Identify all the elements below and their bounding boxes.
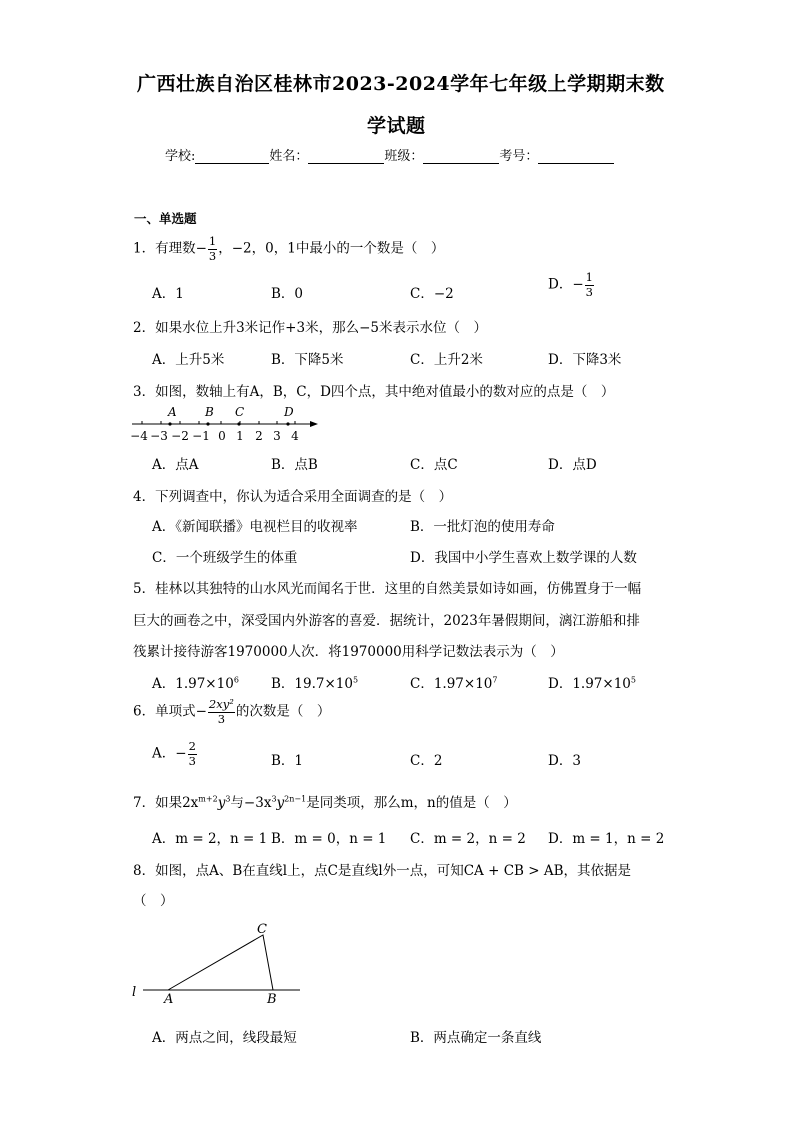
q8-option-a[interactable]: A．两点之间，线段最短 [152, 1030, 297, 1046]
q6-option-d[interactable]: D．3 [548, 753, 581, 769]
tick-label: −4 [130, 429, 148, 443]
q7-option-a[interactable]: A．m = 2，n = 1 [152, 831, 268, 847]
question-4: 4．下列调查中，你认为适合采用全面调查的是（ ） [133, 489, 453, 505]
q1-d-num: 1 [585, 270, 593, 284]
school-field[interactable] [195, 149, 269, 164]
q6-prefix: 6．单项式− [133, 703, 207, 720]
q4-option-c[interactable]: C．一个班级学生的体重 [152, 550, 298, 566]
point-label-b: B [205, 405, 214, 419]
question-2: 2．如果水位上升3米记作+3米，那么−5米表示水位（ ） [133, 320, 487, 336]
number-line-figure [128, 402, 323, 444]
school-label: 学校: [165, 149, 196, 164]
q1-neg: − [195, 240, 207, 257]
q7-text: 7．如果2x [133, 795, 199, 811]
question-5-line3: 筏累计接待游客1970000人次．将1970000用科学记数法表示为（ ） [133, 644, 564, 660]
id-label: 考号： [499, 149, 539, 164]
id-field[interactable] [538, 149, 614, 164]
tick-label: 4 [291, 429, 299, 443]
q6-option-b[interactable]: B．1 [271, 753, 304, 769]
label-a: A [164, 992, 174, 1007]
tick-label: 0 [218, 429, 226, 443]
tick-label: −1 [192, 429, 210, 443]
label-b: B [267, 992, 277, 1007]
q1-option-c[interactable]: C．−2 [410, 286, 454, 302]
section-heading: 一、单选题 [134, 211, 197, 226]
tick-label: 2 [255, 429, 263, 443]
question-8-line2: （ ） [133, 893, 174, 909]
q7-y1: y [217, 795, 226, 811]
q5-a-base: A．1.97×10 [152, 676, 234, 692]
student-info-line [165, 145, 614, 164]
q7-option-c[interactable]: C．m = 2，n = 2 [410, 831, 526, 847]
q7-exp3: 3 [271, 794, 277, 804]
q5-option-d[interactable] [548, 672, 636, 692]
q5-c-exp: 7 [492, 675, 498, 685]
q5-b-exp: 5 [352, 675, 359, 685]
doc-title-line1: 广西壮族自治区桂林市2023-2024学年七年级上学期期末数 [137, 73, 665, 95]
q3-option-c[interactable]: C．点C [410, 457, 458, 473]
q1-suffix: ，−2，0，1中最小的一个数是（ ） [218, 240, 445, 257]
q1-d-den: 3 [585, 284, 593, 299]
q5-a-exp: 6 [233, 675, 239, 685]
q4-option-b[interactable]: B．一批灯泡的使用寿命 [410, 519, 555, 535]
q1-option-a[interactable]: A．1 [152, 286, 184, 302]
q8-option-b[interactable]: B．两点确定一条直线 [410, 1030, 542, 1046]
point-label-c: C [235, 405, 245, 419]
q6-a-prefix: A．− [152, 745, 187, 762]
q5-c-base: C．1.97×10 [410, 676, 493, 692]
question-7 [133, 791, 517, 811]
q7-option-d[interactable]: D．m = 1，n = 2 [548, 831, 665, 847]
q1-fraction [208, 236, 217, 262]
q1-d-prefix: D．− [548, 276, 584, 293]
question-5-line1: 5．桂林以其独特的山水风光而闻名于世．这里的自然美景如诗如画，仿佛置身于一幅 [133, 581, 642, 597]
point-b [206, 422, 209, 425]
triangle-figure [128, 915, 303, 1010]
q7-suffix: 是同类项，那么m，n的值是（ ） [306, 795, 517, 811]
question-5-line2: 巨大的画卷之中，深受国内外游客的喜爱．据统计，2023年暑假期间，漓江游船和排 [133, 613, 640, 629]
q2-option-d[interactable]: D．下降3米 [548, 352, 622, 368]
q2-option-b[interactable]: B．下降5米 [271, 352, 344, 368]
class-field[interactable] [423, 149, 499, 164]
q5-b-base: B．19.7×10 [271, 676, 353, 692]
tick-label: −3 [150, 429, 168, 443]
label-c: C [257, 922, 267, 937]
q1-frac-den: 3 [208, 248, 217, 263]
tick-labels [130, 429, 299, 443]
class-label: 班级： [384, 149, 424, 164]
q5-d-exp: 5 [630, 675, 636, 685]
q7-exp2: 3 [225, 794, 231, 804]
q1-option-b[interactable]: B．0 [271, 286, 304, 302]
question-1 [133, 236, 444, 262]
tick-label: 1 [236, 429, 244, 443]
number-line-arrow [310, 421, 318, 427]
tick-label: −2 [171, 429, 189, 443]
q6-frac-den: 3 [217, 711, 226, 726]
q6-a-fraction [188, 741, 197, 767]
q3-option-a[interactable]: A．点A [152, 457, 199, 473]
question-8-line1: 8．如图，点A、B在直线l上，点C是直线l外一点，可知CA + CB > AB，其依据是 [133, 863, 632, 879]
question-6 [133, 699, 330, 725]
q7-option-b[interactable]: B．m = 0，n = 1 [271, 831, 387, 847]
q2-option-c[interactable]: C．上升2米 [410, 352, 483, 368]
q6-option-a[interactable] [152, 741, 198, 767]
triangle-sides [168, 935, 273, 990]
q6-suffix: 的次数是（ ） [235, 703, 331, 720]
name-label: 姓名： [269, 149, 309, 164]
q6-option-c[interactable]: C．2 [410, 753, 443, 769]
figure-labels [132, 922, 277, 1007]
q6-a-den: 3 [188, 753, 196, 768]
q7-exp1: m+2 [198, 794, 218, 804]
label-l: l [132, 985, 137, 1000]
q7-mid: 与−3x [230, 795, 272, 811]
q1-frac-num: 1 [208, 234, 217, 248]
point-a [168, 422, 171, 425]
doc-title-line2: 学试题 [367, 115, 426, 137]
q5-option-a[interactable] [152, 672, 239, 692]
question-3: 3．如图，数轴上有A，B，C，D四个点，其中绝对值最小的数对应的点是（ ） [133, 384, 615, 400]
q3-option-b[interactable]: B．点B [271, 457, 318, 473]
q6-a-num: 2 [188, 739, 196, 753]
q1-option-d[interactable] [548, 272, 595, 298]
q2-option-a[interactable]: A．上升5米 [152, 352, 225, 368]
point-d [286, 422, 289, 425]
q1-prefix: 1．有理数 [133, 240, 196, 257]
q4-option-a[interactable]: A．《新闻联播》电视栏目的收视率 [152, 519, 358, 535]
point-label-d: D [284, 405, 294, 419]
q3-option-d[interactable]: D．点D [548, 457, 597, 473]
q5-option-c[interactable] [410, 672, 497, 692]
q6-fraction [208, 699, 235, 725]
name-field[interactable] [308, 149, 384, 164]
tick-label: 3 [273, 429, 281, 443]
q7-exp4: 2n−1 [284, 794, 307, 804]
q1-d-fraction [585, 272, 594, 298]
q7-y2: y [276, 795, 285, 811]
q5-d-base: D．1.97×10 [548, 676, 631, 692]
q4-option-d[interactable]: D．我国中小学生喜欢上数学课的人数 [410, 550, 637, 566]
point-label-a: A [168, 405, 177, 419]
q6-frac-num: 2xy² [208, 697, 234, 711]
point-labels [167, 405, 294, 419]
q5-option-b[interactable] [271, 672, 358, 692]
